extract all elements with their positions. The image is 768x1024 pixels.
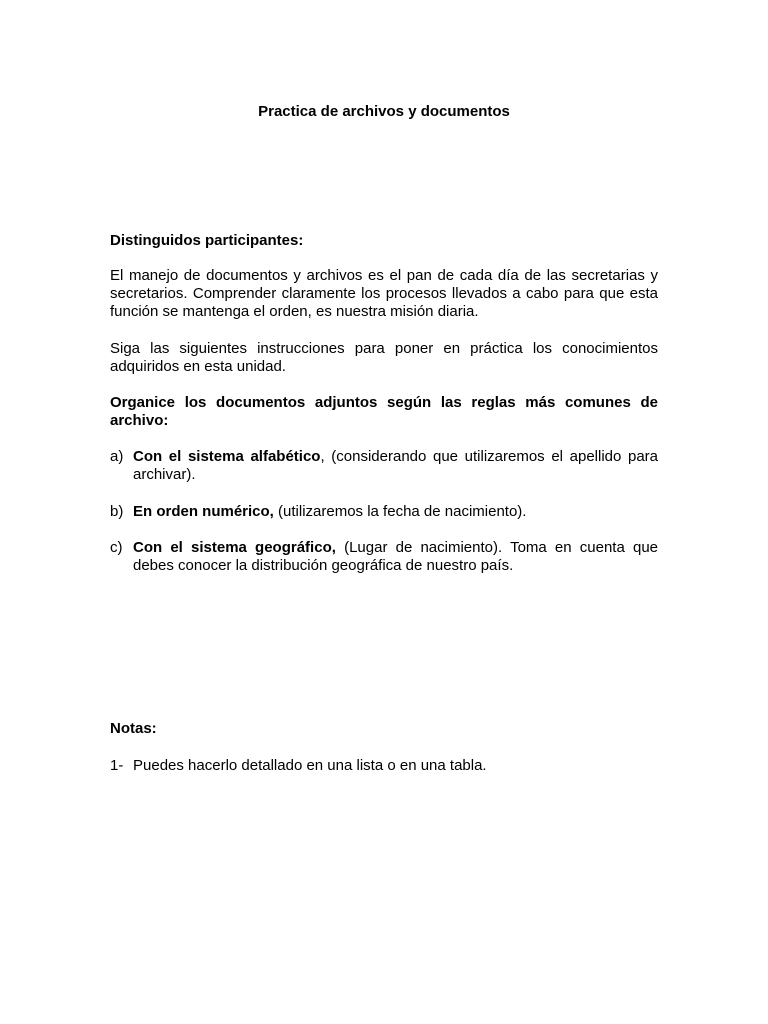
- list-item-c: [110, 539, 658, 575]
- list-item-content: [133, 539, 658, 575]
- notes-heading: Notas:: [110, 720, 157, 737]
- list-item-text: (Lugar de nacimiento). Toma en cuenta que debes conocer la distribución geográfica de nuestro país.: [133, 539, 659, 574]
- list-item-a: [110, 448, 658, 484]
- list-item-bold: Con el sistema alfabético: [133, 448, 321, 465]
- note-marker: 1-: [110, 757, 124, 774]
- list-item-bold: En orden numérico,: [133, 503, 274, 520]
- list-marker: c): [110, 539, 123, 556]
- list-marker: a): [110, 448, 124, 465]
- list-item-content: [133, 503, 658, 521]
- list-item-text: , (considerando que utilizaremos el apellido para archivar).: [133, 448, 658, 483]
- list-marker: b): [110, 503, 124, 520]
- list-item-bold: Con el sistema geográfico,: [133, 539, 336, 556]
- greeting: Distinguidos participantes:: [110, 232, 304, 249]
- paragraph-intro: El manejo de documentos y archivos es el pan de cada día de las secretarias y secretarios. Comprender claramente los procesos llevados a cabo para que esta función se mantenga el orden, es nuestra misión diaria.: [110, 267, 658, 320]
- list-item-content: [133, 448, 658, 484]
- instruction-heading: Organice los documentos adjuntos según las reglas más comunes de archivo:: [110, 394, 658, 429]
- document-title: Practica de archivos y documentos: [258, 103, 510, 120]
- paragraph-instructions: Siga las siguientes instrucciones para poner en práctica los conocimientos adquiridos en esta unidad.: [110, 340, 658, 375]
- note-item-1: [110, 757, 658, 775]
- list-item-b: [110, 503, 658, 521]
- list-item-text: (utilizaremos la fecha de nacimiento).: [273, 503, 527, 520]
- note-text: Puedes hacerlo detallado en una lista o en una tabla.: [133, 757, 487, 774]
